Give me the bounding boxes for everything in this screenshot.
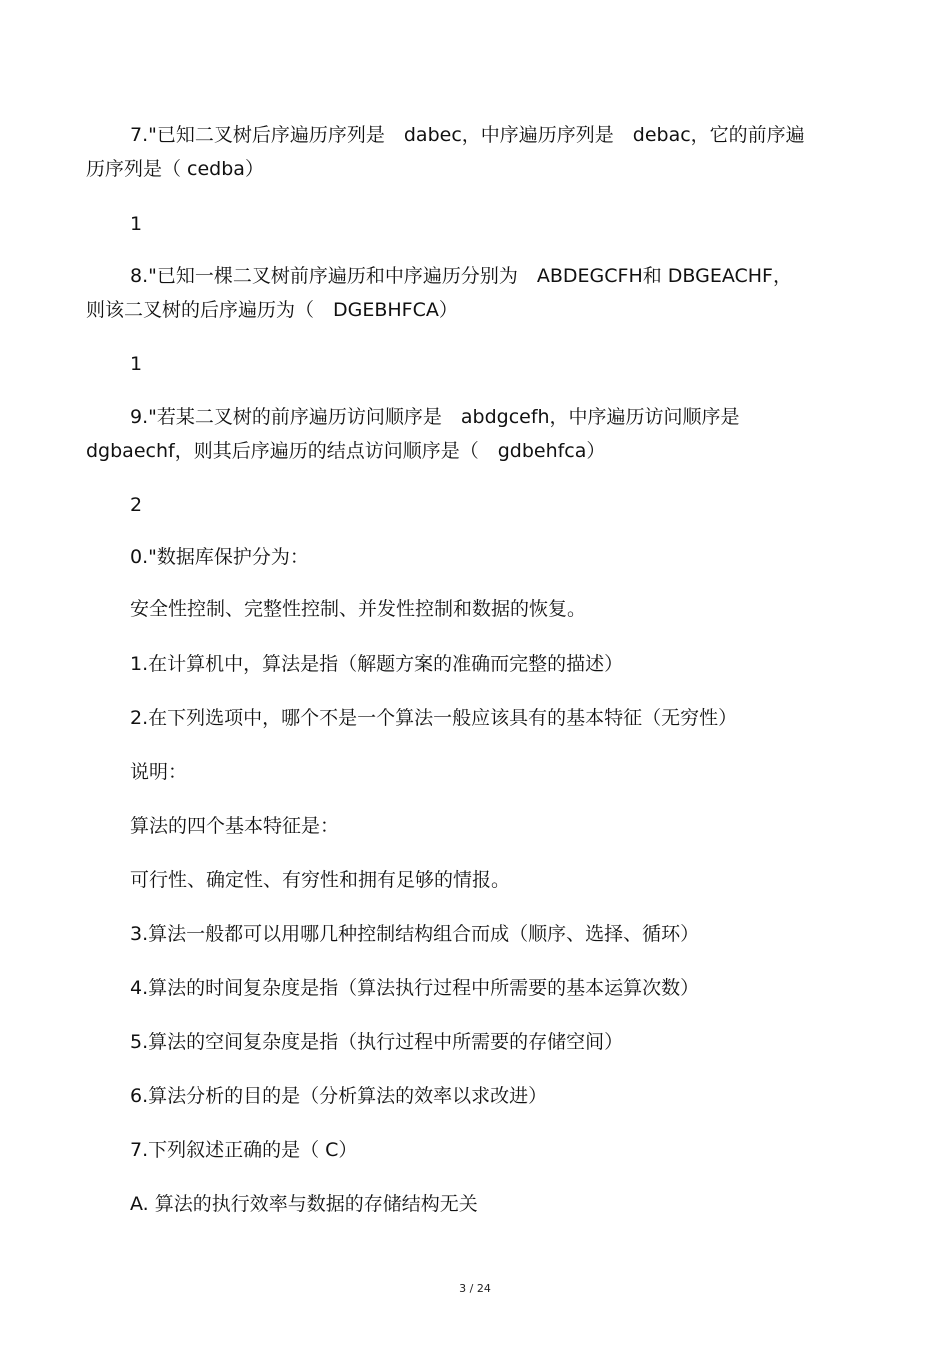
text-line: 算法的四个基本特征是：	[130, 815, 340, 837]
text-line: 1.在计算机中，算法是指（解题方案的准确而完整的描述）	[130, 653, 624, 675]
text-line: 1	[130, 213, 143, 235]
text-line: 安全性控制、完整性控制、并发性控制和数据的恢复。	[130, 598, 587, 620]
text-line: 4.算法的时间复杂度是指（算法执行过程中所需要的基本运算次数）	[130, 977, 700, 999]
text-line: 5.算法的空间复杂度是指（执行过程中所需要的存储空间）	[130, 1031, 624, 1053]
text-line: 6.算法分析的目的是（分析算法的效率以求改进）	[130, 1085, 548, 1107]
text-line: 7.下列叙述正确的是（ C）	[130, 1139, 358, 1161]
text-line: 历序列是（ cedba）	[86, 158, 264, 180]
text-line: 2	[130, 494, 143, 516]
page-number: 3 / 24	[459, 1282, 491, 1295]
text-line: 2.在下列选项中，哪个不是一个算法一般应该具有的基本特征（无穷性）	[130, 707, 738, 729]
text-line: 1	[130, 353, 143, 375]
text-line: 说明：	[130, 761, 188, 783]
text-line: dgbaechf，则其后序遍历的结点访问顺序是（ gdbehfca）	[86, 440, 606, 462]
text-line: 8."已知一棵二叉树前序遍历和中序遍历分别为 ABDEGCFH和 DBGEACHF，	[130, 265, 792, 287]
text-line: 则该二叉树的后序遍历为（ DGEBHFCA）	[86, 299, 458, 321]
text-line: A. 算法的执行效率与数据的存储结构无关	[130, 1193, 478, 1215]
text-line: 0."数据库保护分为：	[130, 546, 309, 568]
text-line: 可行性、确定性、有穷性和拥有足够的情报。	[130, 869, 511, 891]
text-line: 7."已知二叉树后序遍历序列是 dabec，中序遍历序列是 debac，它的前序遍	[130, 124, 805, 146]
text-line: 9."若某二叉树的前序遍历访问顺序是 abdgcefh，中序遍历访问顺序是	[130, 406, 740, 428]
text-line: 3.算法一般都可以用哪几种控制结构组合而成（顺序、选择、循环）	[130, 923, 700, 945]
